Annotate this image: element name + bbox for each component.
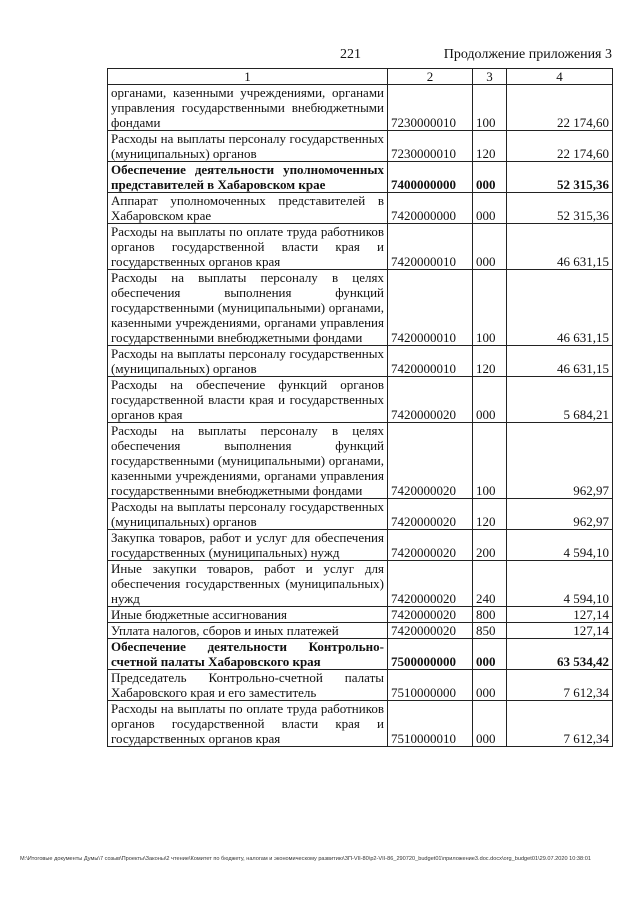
row-amount-cell: 46 631,15 <box>507 270 613 346</box>
row-kind-cell: 000 <box>473 639 507 670</box>
row-name-cell: Расходы на выплаты персоналу в целях обеспечения выполнения функций государственными (муниципальными) органами, казенными учреждениями, органами управления государственными внебюджетными фондами <box>108 270 388 346</box>
row-amount-cell: 46 631,15 <box>507 224 613 270</box>
table-body <box>108 85 613 747</box>
row-amount-cell: 46 631,15 <box>507 346 613 377</box>
row-name-cell: Расходы на выплаты по оплате труда работников органов государственной власти края и государственных органов края <box>108 224 388 270</box>
row-amount-cell: 22 174,60 <box>507 85 613 131</box>
row-kind-cell: 000 <box>473 224 507 270</box>
row-amount-cell: 127,14 <box>507 607 613 623</box>
row-kind-cell: 100 <box>473 423 507 499</box>
row-name-cell: Обеспечение деятельности уполномоченных представителей в Хабаровском крае <box>108 162 388 193</box>
table-row <box>108 607 613 623</box>
row-code-cell: 7400000000 <box>388 162 473 193</box>
row-kind-cell: 000 <box>473 162 507 193</box>
row-name-cell: Расходы на выплаты персоналу государственных (муниципальных) органов <box>108 346 388 377</box>
row-kind-cell: 200 <box>473 530 507 561</box>
row-kind-cell: 120 <box>473 499 507 530</box>
row-name-cell: Аппарат уполномоченных представителей в Хабаровском крае <box>108 193 388 224</box>
row-amount-cell: 5 684,21 <box>507 377 613 423</box>
row-kind-cell: 240 <box>473 561 507 607</box>
table-row <box>108 701 613 747</box>
row-amount-cell: 52 315,36 <box>507 162 613 193</box>
row-kind-cell: 000 <box>473 670 507 701</box>
budget-table <box>107 68 613 747</box>
page-number: 221 <box>340 47 361 62</box>
row-name-cell: Уплата налогов, сборов и иных платежей <box>108 623 388 639</box>
row-name-cell: Расходы на выплаты персоналу государственных (муниципальных) органов <box>108 499 388 530</box>
row-name-cell: Расходы на выплаты по оплате труда работников органов государственной власти края и государственных органов края <box>108 701 388 747</box>
row-code-cell: 7420000020 <box>388 607 473 623</box>
table-row <box>108 670 613 701</box>
table-row <box>108 131 613 162</box>
row-amount-cell: 4 594,10 <box>507 530 613 561</box>
row-kind-cell: 120 <box>473 346 507 377</box>
row-kind-cell: 120 <box>473 131 507 162</box>
row-amount-cell: 962,97 <box>507 423 613 499</box>
row-name-cell: Расходы на выплаты персоналу государственных (муниципальных) органов <box>108 131 388 162</box>
table-row <box>108 639 613 670</box>
row-name-cell: Обеспечение деятельности Контрольно-счетной палаты Хабаровского края <box>108 639 388 670</box>
row-kind-cell: 000 <box>473 193 507 224</box>
row-code-cell: 7420000010 <box>388 224 473 270</box>
table-row <box>108 193 613 224</box>
table-row <box>108 85 613 131</box>
table-row <box>108 377 613 423</box>
table-row <box>108 423 613 499</box>
table-row <box>108 530 613 561</box>
row-code-cell: 7420000020 <box>388 530 473 561</box>
row-amount-cell: 52 315,36 <box>507 193 613 224</box>
table-row <box>108 270 613 346</box>
table-row <box>108 623 613 639</box>
table-row <box>108 499 613 530</box>
row-amount-cell: 63 534,42 <box>507 639 613 670</box>
row-name-cell: Иные бюджетные ассигнования <box>108 607 388 623</box>
row-code-cell: 7230000010 <box>388 131 473 162</box>
row-name-cell: Расходы на обеспечение функций органов государственной власти края и государственных органов края <box>108 377 388 423</box>
row-amount-cell: 7 612,34 <box>507 670 613 701</box>
row-amount-cell: 127,14 <box>507 623 613 639</box>
column-header: 1 <box>108 69 388 85</box>
row-amount-cell: 962,97 <box>507 499 613 530</box>
row-amount-cell: 4 594,10 <box>507 561 613 607</box>
row-amount-cell: 7 612,34 <box>507 701 613 747</box>
table-row <box>108 561 613 607</box>
row-kind-cell: 100 <box>473 85 507 131</box>
row-code-cell: 7420000010 <box>388 346 473 377</box>
column-header: 4 <box>507 69 613 85</box>
row-name-cell: Иные закупки товаров, работ и услуг для обеспечения государственных (муниципальных) нужд <box>108 561 388 607</box>
row-amount-cell: 22 174,60 <box>507 131 613 162</box>
row-name-cell: Закупка товаров, работ и услуг для обеспечения государственных (муниципальных) нужд <box>108 530 388 561</box>
table-row <box>108 224 613 270</box>
column-header: 2 <box>388 69 473 85</box>
table-header-row <box>108 69 613 85</box>
row-name-cell: Расходы на выплаты персоналу в целях обеспечения выполнения функций государственными (муниципальными) органами, казенными учреждениями, органами управления государственными внебюджетными фондами <box>108 423 388 499</box>
row-code-cell: 7420000020 <box>388 561 473 607</box>
row-code-cell: 7420000020 <box>388 423 473 499</box>
row-kind-cell: 800 <box>473 607 507 623</box>
row-code-cell: 7420000010 <box>388 270 473 346</box>
row-code-cell: 7420000020 <box>388 499 473 530</box>
row-kind-cell: 000 <box>473 701 507 747</box>
row-name-cell: органами, казенными учреждениями, органами управления государственными внебюджетными фондами <box>108 85 388 131</box>
row-code-cell: 7420000000 <box>388 193 473 224</box>
document-path-footer: М:\Итоговые документы Думы\7 созыв\Проекты\Законы\2 чтение\Комитет по бюджету, налогам и экономическому развитию\ЗП-VII-80\р2-VII-86_290720_budget01\приложение3.doc.docx\org_budget01\29.07.2020 10:38:01 <box>20 856 591 862</box>
row-code-cell: 7510000010 <box>388 701 473 747</box>
row-name-cell: Председатель Контрольно-счетной палаты Хабаровского края и его заместитель <box>108 670 388 701</box>
row-code-cell: 7420000020 <box>388 623 473 639</box>
row-kind-cell: 850 <box>473 623 507 639</box>
row-code-cell: 7510000000 <box>388 670 473 701</box>
table-row <box>108 346 613 377</box>
row-code-cell: 7230000010 <box>388 85 473 131</box>
row-code-cell: 7500000000 <box>388 639 473 670</box>
column-header: 3 <box>473 69 507 85</box>
row-code-cell: 7420000020 <box>388 377 473 423</box>
table-row <box>108 162 613 193</box>
continuation-label: Продолжение приложения 3 <box>443 47 612 62</box>
row-kind-cell: 000 <box>473 377 507 423</box>
row-kind-cell: 100 <box>473 270 507 346</box>
